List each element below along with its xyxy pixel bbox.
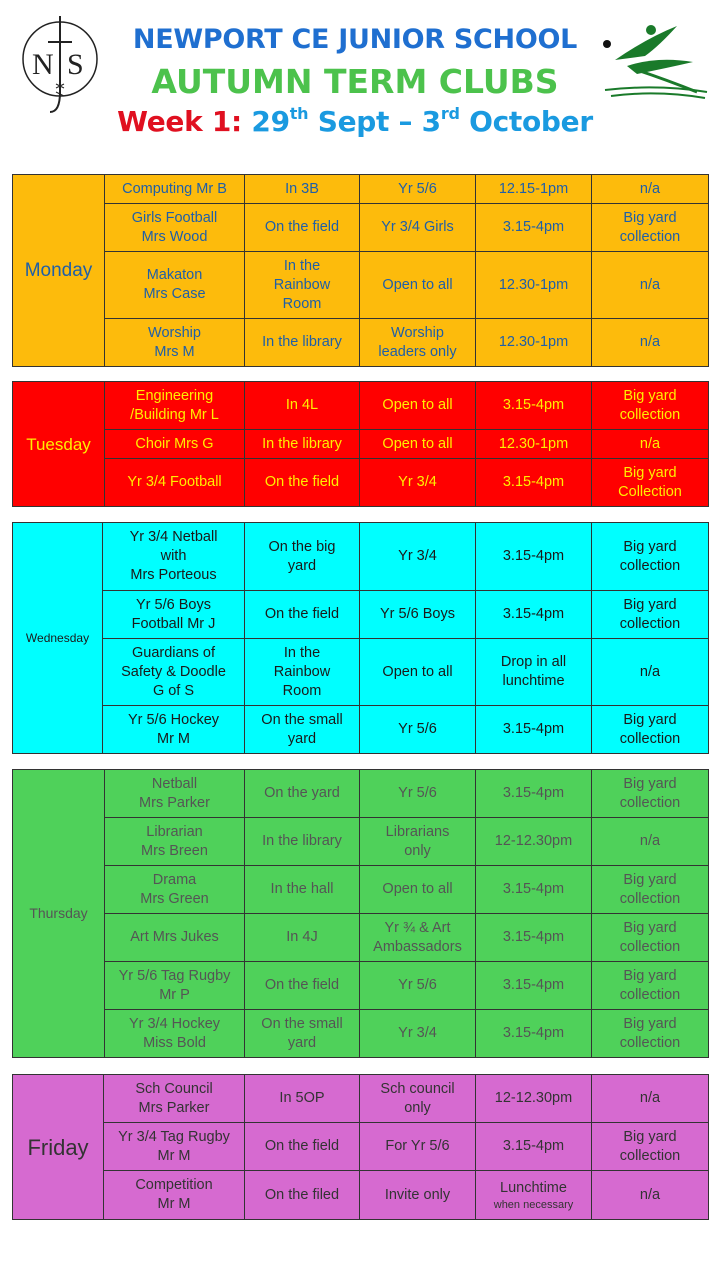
- sports-figure-logo: [597, 20, 709, 100]
- club-name: Yr 3/4 Football: [105, 459, 245, 507]
- club-time: 12.30-1pm: [476, 319, 592, 367]
- club-audience: Librarians only: [360, 818, 476, 866]
- club-name: Sch Council Mrs Parker: [104, 1075, 245, 1123]
- term-clubs-subtitle: AUTUMN TERM CLUBS: [151, 62, 559, 101]
- club-location: On the field: [245, 591, 360, 639]
- club-location: In the Rainbow Room: [245, 639, 360, 706]
- wednesday-schedule-table: [12, 522, 709, 754]
- club-location: In the library: [245, 430, 360, 459]
- day-label-tuesday: Tuesday: [13, 382, 105, 507]
- club-location: In 5OP: [245, 1075, 360, 1123]
- club-time: [476, 1171, 592, 1220]
- club-audience: Yr 3/4: [360, 1010, 476, 1058]
- school-name-title: NEWPORT CE JUNIOR SCHOOL: [132, 24, 578, 55]
- club-time: 3.15-4pm: [476, 866, 592, 914]
- club-collection: Big yard collection: [592, 914, 709, 962]
- club-collection: n/a: [592, 639, 709, 706]
- club-name: Choir Mrs G: [105, 430, 245, 459]
- club-name: Yr 3/4 Hockey Miss Bold: [105, 1010, 245, 1058]
- club-time: 3.15-4pm: [476, 459, 592, 507]
- day-label-friday: Friday: [13, 1075, 104, 1220]
- club-location: On the field: [245, 962, 360, 1010]
- club-time: 12.30-1pm: [476, 252, 592, 319]
- club-collection: Big yard collection: [592, 1123, 709, 1171]
- club-collection: Big yard collection: [592, 382, 709, 430]
- club-audience: For Yr 5/6: [360, 1123, 476, 1171]
- club-audience: Open to all: [360, 430, 476, 459]
- club-time: 3.15-4pm: [476, 204, 592, 252]
- club-location: On the big yard: [245, 523, 360, 591]
- club-name: Computing Mr B: [105, 175, 245, 204]
- club-audience: Invite only: [360, 1171, 476, 1220]
- club-audience: Open to all: [360, 866, 476, 914]
- club-location: In 3B: [245, 175, 360, 204]
- club-location: On the field: [245, 1123, 360, 1171]
- club-location: On the field: [245, 204, 360, 252]
- club-time: 12-12.30pm: [476, 818, 592, 866]
- club-audience: Worship leaders only: [360, 319, 476, 367]
- day-label-thursday: Thursday: [13, 770, 105, 1058]
- monday-schedule-table: [12, 174, 709, 367]
- club-collection: Big yard collection: [592, 770, 709, 818]
- club-collection: n/a: [592, 430, 709, 459]
- school-crest-logo: [20, 14, 100, 116]
- club-location: On the yard: [245, 770, 360, 818]
- thursday-schedule-table: [12, 769, 709, 1058]
- club-time: 3.15-4pm: [476, 591, 592, 639]
- club-collection: Big yard collection: [592, 962, 709, 1010]
- club-time: 3.15-4pm: [476, 914, 592, 962]
- club-collection: Big yard collection: [592, 1010, 709, 1058]
- club-audience: Yr 5/6: [360, 770, 476, 818]
- club-name: Worship Mrs M: [105, 319, 245, 367]
- club-location: On the small yard: [245, 1010, 360, 1058]
- club-time: Drop in all lunchtime: [476, 639, 592, 706]
- club-location: In the hall: [245, 866, 360, 914]
- club-name: Yr 5/6 Boys Football Mr J: [103, 591, 245, 639]
- club-name: Netball Mrs Parker: [105, 770, 245, 818]
- club-audience: Yr 5/6: [360, 962, 476, 1010]
- club-time: 3.15-4pm: [476, 770, 592, 818]
- club-location: On the field: [245, 459, 360, 507]
- club-name: Art Mrs Jukes: [105, 914, 245, 962]
- club-audience: Yr 5/6 Boys: [360, 591, 476, 639]
- club-name: Girls Football Mrs Wood: [105, 204, 245, 252]
- svg-text:S: S: [67, 48, 84, 81]
- club-time: 12.15-1pm: [476, 175, 592, 204]
- tuesday-schedule-table: [12, 381, 709, 507]
- svg-text:N: N: [32, 48, 54, 81]
- club-collection: Big yard collection: [592, 591, 709, 639]
- club-name: Drama Mrs Green: [105, 866, 245, 914]
- club-location: In 4L: [245, 382, 360, 430]
- club-name: Yr 3/4 Netball with Mrs Porteous: [103, 523, 245, 591]
- week-date-heading: [100, 105, 610, 138]
- club-collection: n/a: [592, 252, 709, 319]
- club-time-main: Lunchtime: [500, 1179, 567, 1196]
- club-location: In 4J: [245, 914, 360, 962]
- club-collection: n/a: [592, 818, 709, 866]
- club-time: 3.15-4pm: [476, 1123, 592, 1171]
- club-time: 12-12.30pm: [476, 1075, 592, 1123]
- day-label-wednesday: Wednesday: [13, 523, 103, 754]
- club-time: 3.15-4pm: [476, 523, 592, 591]
- club-time: 3.15-4pm: [476, 962, 592, 1010]
- club-name: Yr 3/4 Tag Rugby Mr M: [104, 1123, 245, 1171]
- club-name: Yr 5/6 Hockey Mr M: [103, 706, 245, 754]
- club-time: 3.15-4pm: [476, 1010, 592, 1058]
- club-name: Engineering /Building Mr L: [105, 382, 245, 430]
- club-name: Librarian Mrs Breen: [105, 818, 245, 866]
- club-time-note: when necessary: [493, 1198, 574, 1211]
- club-time: 3.15-4pm: [476, 706, 592, 754]
- club-time: 12.30-1pm: [476, 430, 592, 459]
- week-dates: 29th Sept – 3rd October: [251, 104, 593, 138]
- club-audience: Yr 5/6: [360, 175, 476, 204]
- club-location: In the library: [245, 319, 360, 367]
- club-location: In the Rainbow Room: [245, 252, 360, 319]
- friday-schedule-table: [12, 1074, 709, 1220]
- club-name: Makaton Mrs Case: [105, 252, 245, 319]
- club-collection: n/a: [592, 1171, 709, 1220]
- club-name: Competition Mr M: [104, 1171, 245, 1220]
- club-collection: n/a: [592, 175, 709, 204]
- club-audience: Open to all: [360, 252, 476, 319]
- club-name: Guardians of Safety & Doodle G of S: [103, 639, 245, 706]
- club-location: On the small yard: [245, 706, 360, 754]
- club-audience: Sch council only: [360, 1075, 476, 1123]
- club-audience: Yr 3/4: [360, 523, 476, 591]
- club-time: 3.15-4pm: [476, 382, 592, 430]
- club-collection: n/a: [592, 319, 709, 367]
- day-label-monday: Monday: [13, 175, 105, 367]
- club-audience: Yr 3/4 Girls: [360, 204, 476, 252]
- club-collection: Big yard collection: [592, 523, 709, 591]
- club-name: Yr 5/6 Tag Rugby Mr P: [105, 962, 245, 1010]
- club-collection: n/a: [592, 1075, 709, 1123]
- club-collection: Big yard collection: [592, 204, 709, 252]
- club-audience: Yr 5/6: [360, 706, 476, 754]
- club-location: In the library: [245, 818, 360, 866]
- club-audience: Open to all: [360, 382, 476, 430]
- club-audience: Yr ¾ & Art Ambassadors: [360, 914, 476, 962]
- club-audience: Open to all: [360, 639, 476, 706]
- club-location: On the filed: [245, 1171, 360, 1220]
- club-collection: Big yard collection: [592, 866, 709, 914]
- week-label: Week 1:: [117, 105, 242, 138]
- club-collection: Big yard Collection: [592, 459, 709, 507]
- club-collection: Big yard collection: [592, 706, 709, 754]
- club-audience: Yr 3/4: [360, 459, 476, 507]
